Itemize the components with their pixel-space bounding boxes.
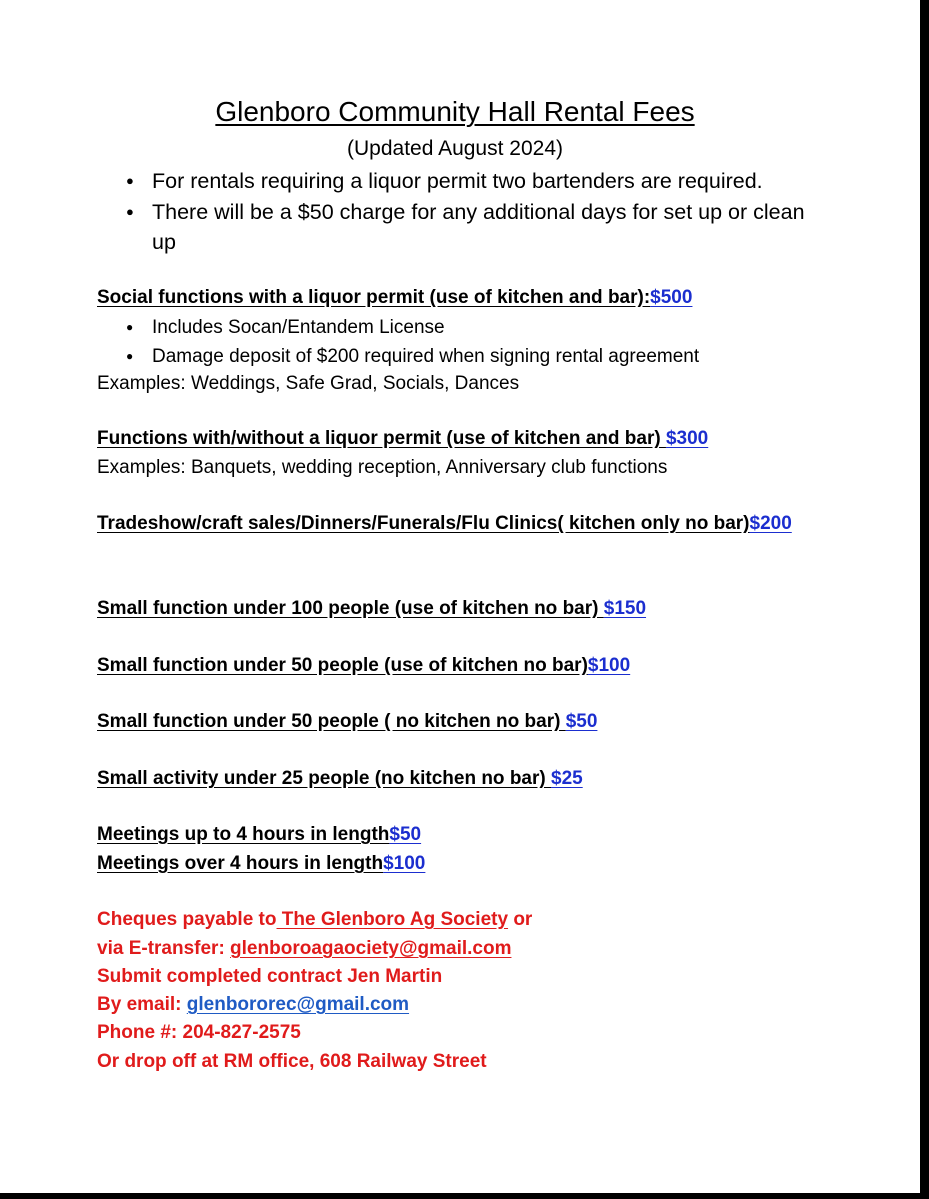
small-25-heading: Small activity under 25 people (no kitchen no bar) [97,768,551,789]
meetings-long-price: $100 [383,853,426,874]
functions-examples: Examples: Banquets, wedding reception, Anniversary club functions [97,457,668,478]
small-50-heading: Small function under 50 people ( no kitchen no bar) [97,711,566,732]
functions-line [97,425,708,453]
page-title: Glenboro Community Hall Rental Fees [215,96,695,127]
meetings-long-heading: Meetings over 4 hours in length [97,853,384,874]
list-item: ● Damage deposit of $200 required when signing rental agreement [123,342,823,371]
meetings-short-price: $50 [389,824,422,845]
small-25-price: $25 [551,768,583,789]
bullet-icon: ● [126,320,134,334]
functions-heading: Functions with/without a liquor permit (use of kitchen and bar) [97,428,666,449]
social-functions-heading: Social functions with a liquor permit (use of kitchen and bar): [97,287,651,308]
bullet-icon: ● [126,173,134,188]
small-50-kitchen-line [97,652,630,680]
phone-line: Phone #: 204-827-2575 [97,1022,301,1043]
social-functions-line [97,284,692,312]
small-50-line [97,708,597,736]
dropoff-line: Or drop off at RM office, 608 Railway Street [97,1051,487,1072]
cheques-payee: The Glenboro Ag Society [276,909,509,930]
social-functions-details [123,313,823,371]
small-100-line [97,595,646,623]
email-prefix: By email: [97,994,187,1015]
bullet-icon: ● [126,203,134,219]
tradeshow-price: $200 [749,513,792,534]
meetings-short-heading: Meetings up to 4 hours in length [97,824,390,845]
social-functions-price: $500 [650,287,693,308]
cheques-suffix: or [508,909,533,930]
email-line [97,991,409,1019]
small-25-line [97,765,583,793]
etransfer-prefix: via E-transfer: [97,938,231,959]
list-item: ● For rentals requiring a liquor permit two bartenders are required. [123,166,823,197]
small-50-kitchen-heading: Small function under 50 people (use of kitchen no bar) [97,655,588,676]
tradeshow-heading: Tradeshow/craft sales/Dinners/Funerals/Flu Clinics( kitchen only no bar) [97,513,750,534]
meetings-short-line [97,821,421,849]
small-100-price: $150 [603,598,647,619]
small-50-kitchen-price: $100 [587,655,631,676]
functions-price: $300 [665,428,709,449]
cheques-line [97,906,532,934]
list-item: ● Includes Socan/Entandem License [123,313,823,342]
social-functions-examples: Examples: Weddings, Safe Grad, Socials, Dances [97,373,520,394]
etransfer-line [97,935,511,963]
email-link[interactable]: glenbororec@gmail.com [186,994,410,1015]
notes-list [123,166,823,258]
list-item: ● There will be a $50 charge for any additional days for set up or clean up [123,197,823,258]
etransfer-email-link[interactable]: glenboroagaociety@gmail.com [230,938,512,959]
submit-contract-line: Submit completed contract Jen Martin [97,966,443,987]
tradeshow-line [97,510,797,538]
bullet-icon: ● [126,349,134,363]
small-100-heading: Small function under 100 people (use of kitchen no bar) [97,598,604,619]
page-subtitle: (Updated August 2024) [347,137,563,160]
meetings-long-line [97,850,425,878]
small-50-price: $50 [565,711,598,732]
cheques-prefix: Cheques payable to [97,909,277,930]
